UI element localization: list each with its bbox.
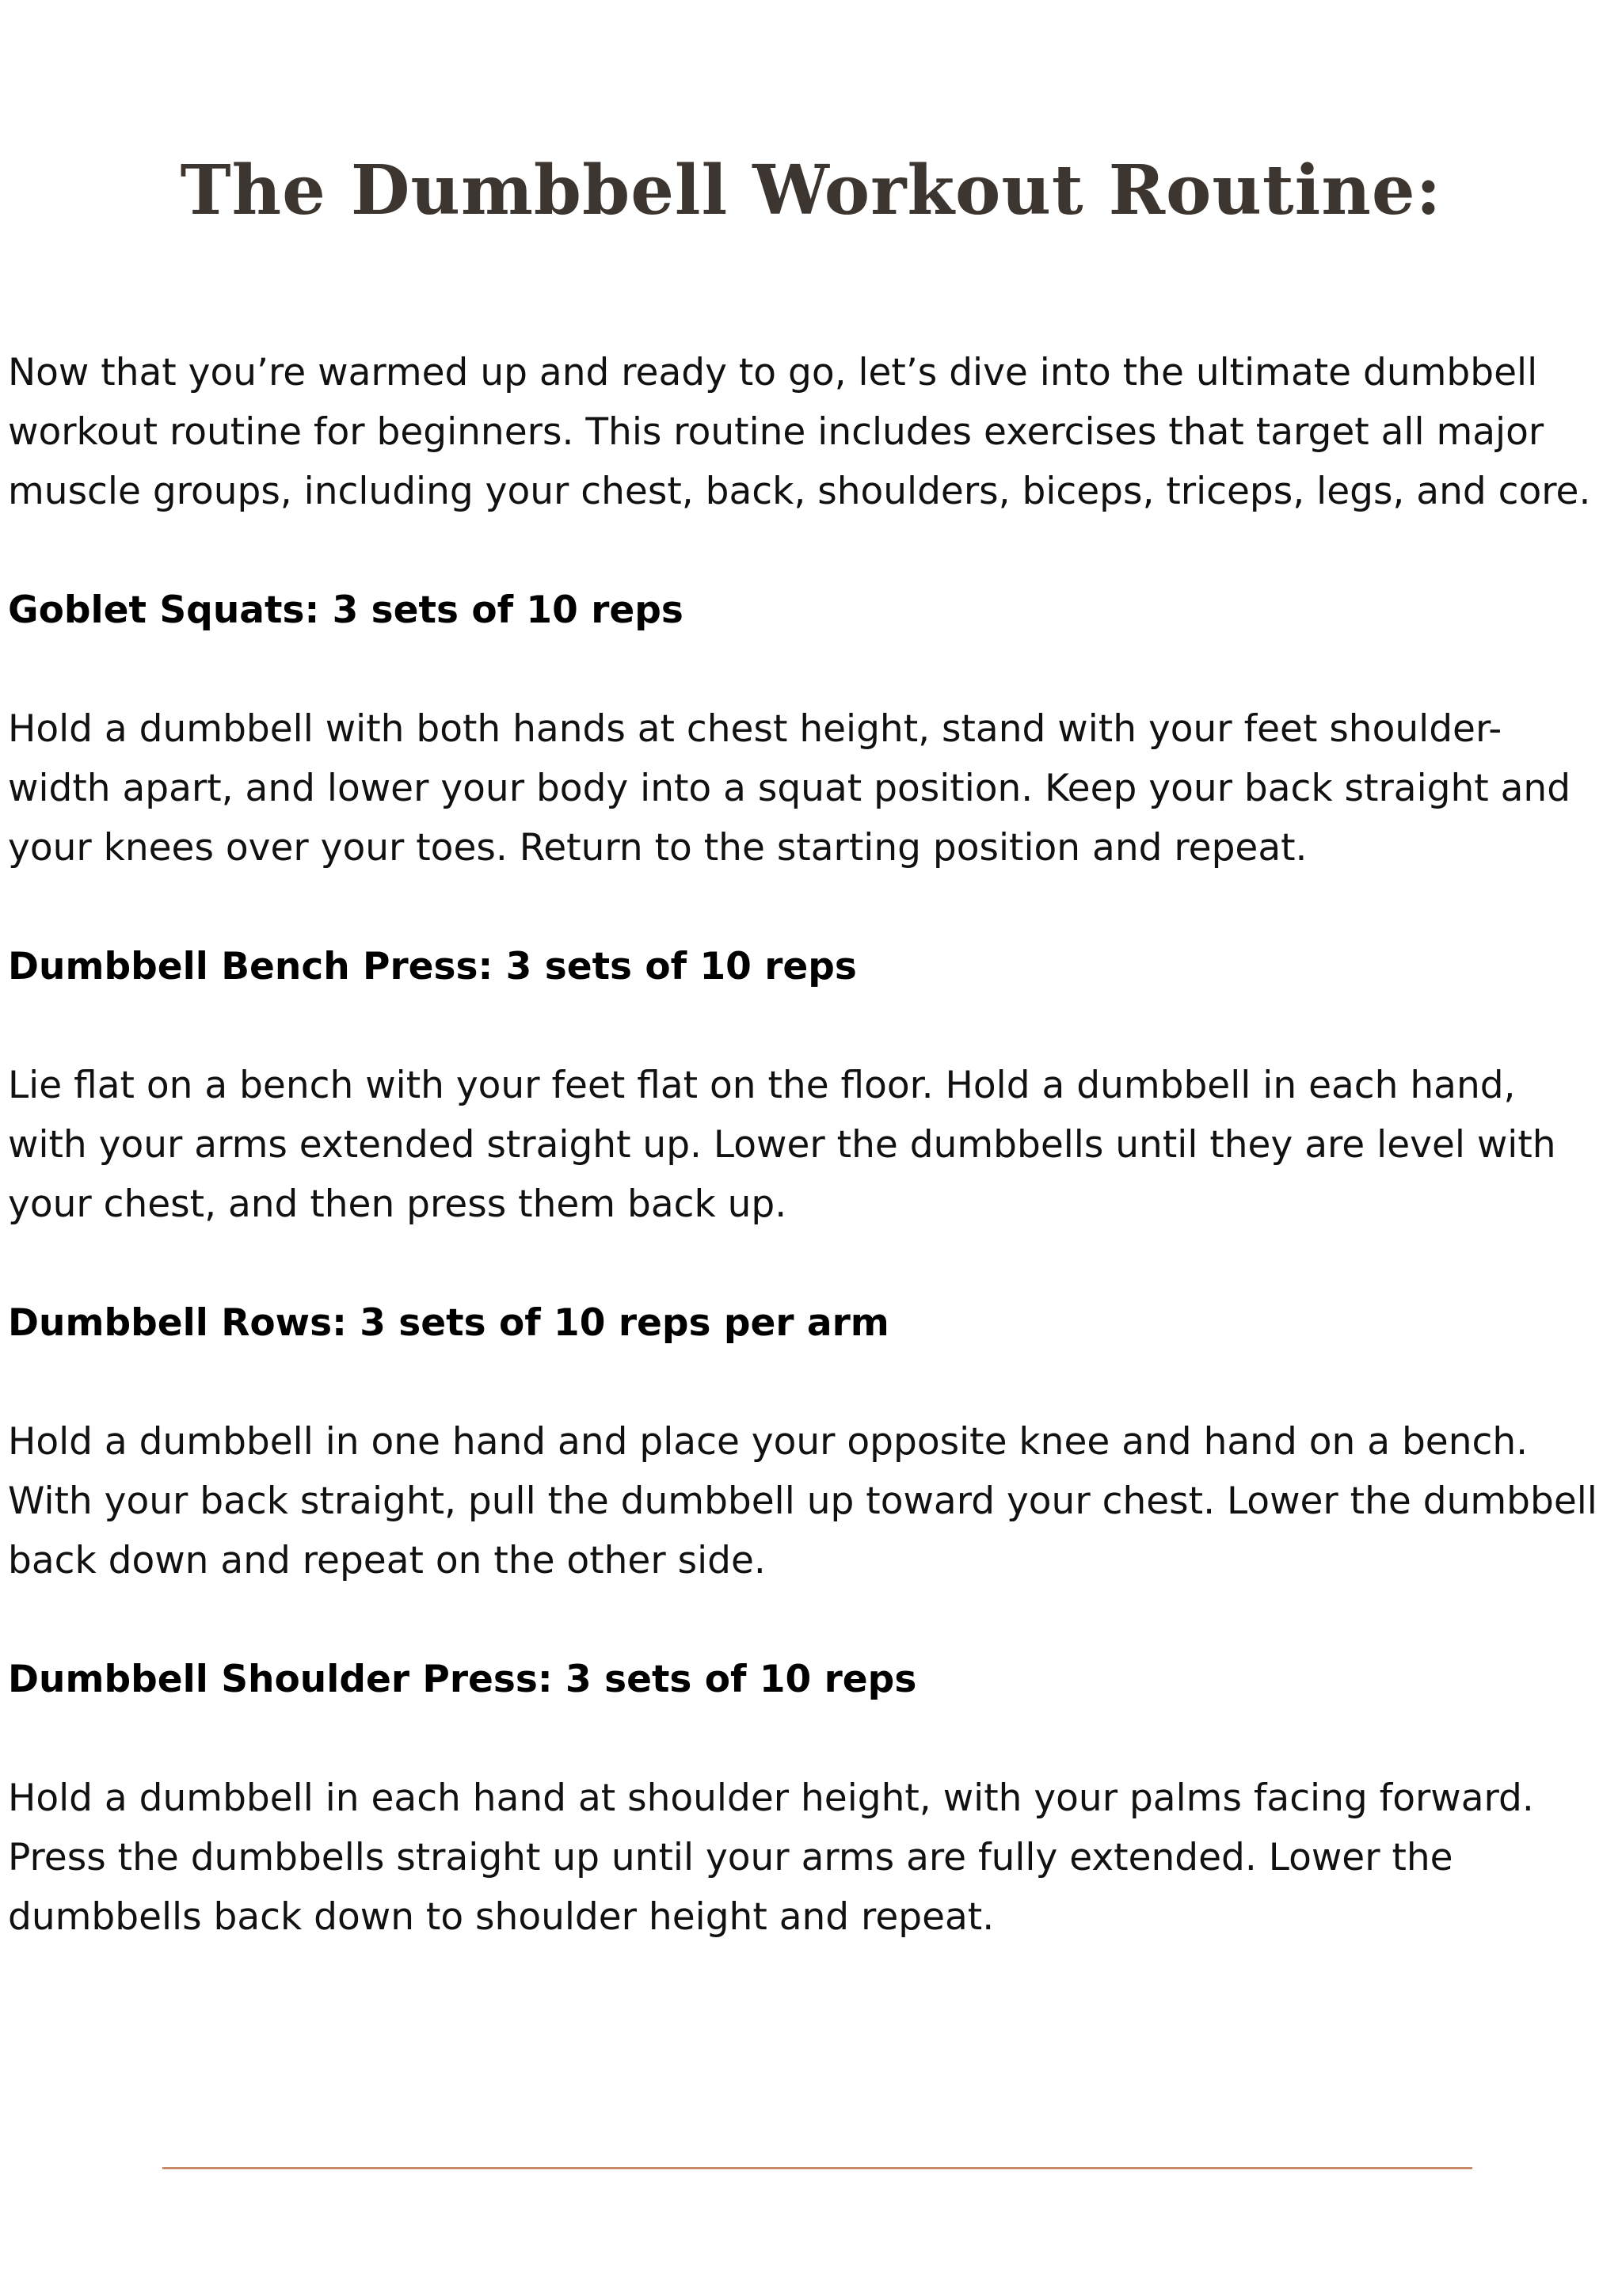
exercise-heading-shoulder-press: Dumbbell Shoulder Press: 3 sets of 10 reps: [8, 1658, 917, 1701]
intro-paragraph: Now that you’re warmed up and ready to go, let’s dive into the ultimate dumbbell workout routine for beginners. This routine includes exercises that target all major muscle groups, including your chest, back, shoulders, biceps, triceps, legs, and core.: [8, 351, 1591, 513]
footer-divider: [162, 2167, 1472, 2169]
exercise-heading-goblet-squats: Goblet Squats: 3 sets of 10 reps: [8, 588, 683, 632]
exercise-description-shoulder-press: Hold a dumbbell in each hand at shoulder height, with your palms facing forward. Press the dumbbells straight up until your arms are fully extended. Lower the dumbbells back down to shoulder height and repeat.: [8, 1776, 1534, 1939]
exercise-description-goblet-squats: Hold a dumbbell with both hands at chest height, stand with your feet shoulder- width apart, and lower your body into a squat position. Keep your back straight and your knees over your toes. Return to the starting position and repeat.: [8, 707, 1571, 870]
exercise-heading-rows: Dumbbell Rows: 3 sets of 10 reps per arm: [8, 1301, 889, 1345]
page-title: The Dumbbell Workout Routine:: [180, 150, 1442, 230]
document-body: [8, 343, 1616, 2006]
exercise-heading-bench-press: Dumbbell Bench Press: 3 sets of 10 reps: [8, 945, 857, 988]
exercise-description-rows: Hold a dumbbell in one hand and place your opposite knee and hand on a bench. With your back straight, pull the dumbbell up toward your chest. Lower the dumbbell back down and repeat on the other side.: [8, 1420, 1597, 1582]
exercise-description-bench-press: Lie flat on a bench with your feet flat on the floor. Hold a dumbbell in each hand, with your arms extended straight up. Lower the dumbbells until they are level with your chest, and then press them back up.: [8, 1064, 1556, 1226]
